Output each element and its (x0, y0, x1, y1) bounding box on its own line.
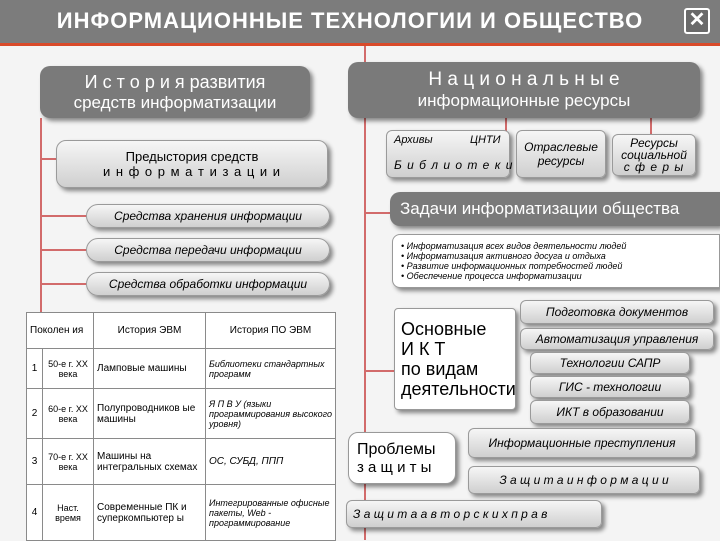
prehistory-line1: Предыстория средств (125, 149, 259, 164)
connector (364, 212, 390, 214)
national-resources-title-box (348, 62, 700, 118)
software-cell: Я П В У (языки программирования высокого уровня) (206, 389, 336, 439)
ikt-title-box (394, 308, 516, 410)
social-resources-line2: социальной (621, 148, 687, 162)
history-tree-line (40, 118, 42, 318)
info-crimes-box: Информационные преступления (468, 428, 696, 458)
page-title: ИНФОРМАЦИОННЫЕ ТЕХНОЛОГИИ И ОБЩЕСТВО (56, 8, 644, 33)
table-header: История ПО ЭВМ (206, 313, 336, 349)
resources-title-line1: Н а ц и о н а л ь н ы е (428, 69, 620, 90)
table-row (27, 439, 336, 485)
table-row (27, 389, 336, 439)
table-header: Поколен ия (27, 313, 94, 349)
computer-history-table (26, 312, 336, 541)
table-row (27, 485, 336, 541)
ikt-item: Подготовка документов (520, 300, 714, 324)
ikt-title-line4: деятельности (401, 379, 516, 399)
software-cell: ОС, СУБД, ППП (206, 439, 336, 485)
ikt-title-line1: Основные (401, 319, 487, 339)
generation-cell: 3 (27, 439, 43, 485)
ikt-item: Автоматизация управления (520, 328, 714, 350)
hardware-cell: Ламповые машины (94, 349, 206, 389)
prehistory-line2: и н ф о р м а т и з а ц и и (102, 164, 282, 179)
info-protection-box: З а щ и т а и н ф о р м а ц и и (468, 466, 700, 494)
libraries-label: Б и б л и о т е к и (394, 158, 514, 172)
branch-resources-line2: ресурсы (537, 154, 585, 168)
branch-resources-box (516, 130, 606, 178)
software-cell: Библиотеки стандартных программ (206, 349, 336, 389)
tasks-title-box (390, 192, 720, 226)
list-item: • Информатизация всех видов деятельности людей (401, 241, 627, 251)
ikt-item: ГИС - технологии (530, 376, 690, 398)
tasks-list-box (392, 234, 720, 288)
software-cell: Интегрированные офисные пакеты, Web - программирование (206, 485, 336, 541)
ikt-item: Технологии САПР (530, 352, 690, 374)
archives-label: Архивы (394, 134, 433, 146)
hardware-cell: Современные ПК и суперкомпьютер ы (94, 485, 206, 541)
processing-means-box: Средства обработки информации (86, 272, 330, 296)
connector (40, 249, 86, 251)
copyright-protection-box: З а щ и т а а в т о р с к и х п р а в (346, 500, 602, 528)
social-resources-line3: с ф е р ы (623, 160, 685, 174)
social-resources-box (612, 134, 696, 176)
branch-resources-line1: Отраслевые (524, 140, 598, 154)
prehistory-box (56, 140, 328, 188)
social-resources-line1: Ресурсы (630, 136, 678, 150)
history-title-line2: средств информатизации (73, 92, 277, 112)
generation-cell: 4 (27, 485, 43, 541)
period-cell: 60-е г. XX века (43, 389, 94, 439)
connector (40, 283, 86, 285)
tasks-title: Задачи информатизации общества (400, 199, 680, 218)
list-item: • Информатизация активного досуга и отдыха (401, 251, 606, 261)
period-cell: Наст. время (43, 485, 94, 541)
resources-title-line2: информационные ресурсы (417, 91, 631, 110)
table-header: История ЭВМ (94, 313, 206, 349)
hardware-cell: Полупроводников ые машины (94, 389, 206, 439)
ikt-item: ИКТ в образовании (530, 400, 690, 424)
history-title-line1: И с т о р и я развития (84, 71, 266, 92)
list-item: • Развитие информационных потребностей людей (401, 261, 623, 271)
generation-cell: 1 (27, 349, 43, 389)
ikt-title-line2: И К Т (401, 339, 446, 359)
period-cell: 50-е г. XX века (43, 349, 94, 389)
protection-title-box (348, 432, 456, 484)
list-item: • Обеспечение процесса информатизации (401, 271, 582, 281)
protection-title-line2: з а щ и т ы (357, 458, 432, 476)
ntsi-label: ЦНТИ (470, 134, 501, 146)
hardware-cell: Машины на интегральных схемах (94, 439, 206, 485)
storage-means-box: Средства хранения информации (86, 204, 330, 228)
period-cell: 70-е г. XX века (43, 439, 94, 485)
generation-cell: 2 (27, 389, 43, 439)
ikt-title-line3: по видам (401, 359, 479, 379)
connector (40, 158, 56, 160)
connector (40, 215, 86, 217)
transfer-means-box: Средства передачи информации (86, 238, 330, 262)
close-button[interactable]: ✕ (684, 8, 710, 34)
table-row (27, 349, 336, 389)
history-title-box (40, 66, 310, 118)
protection-title-line1: Проблемы (357, 440, 436, 458)
